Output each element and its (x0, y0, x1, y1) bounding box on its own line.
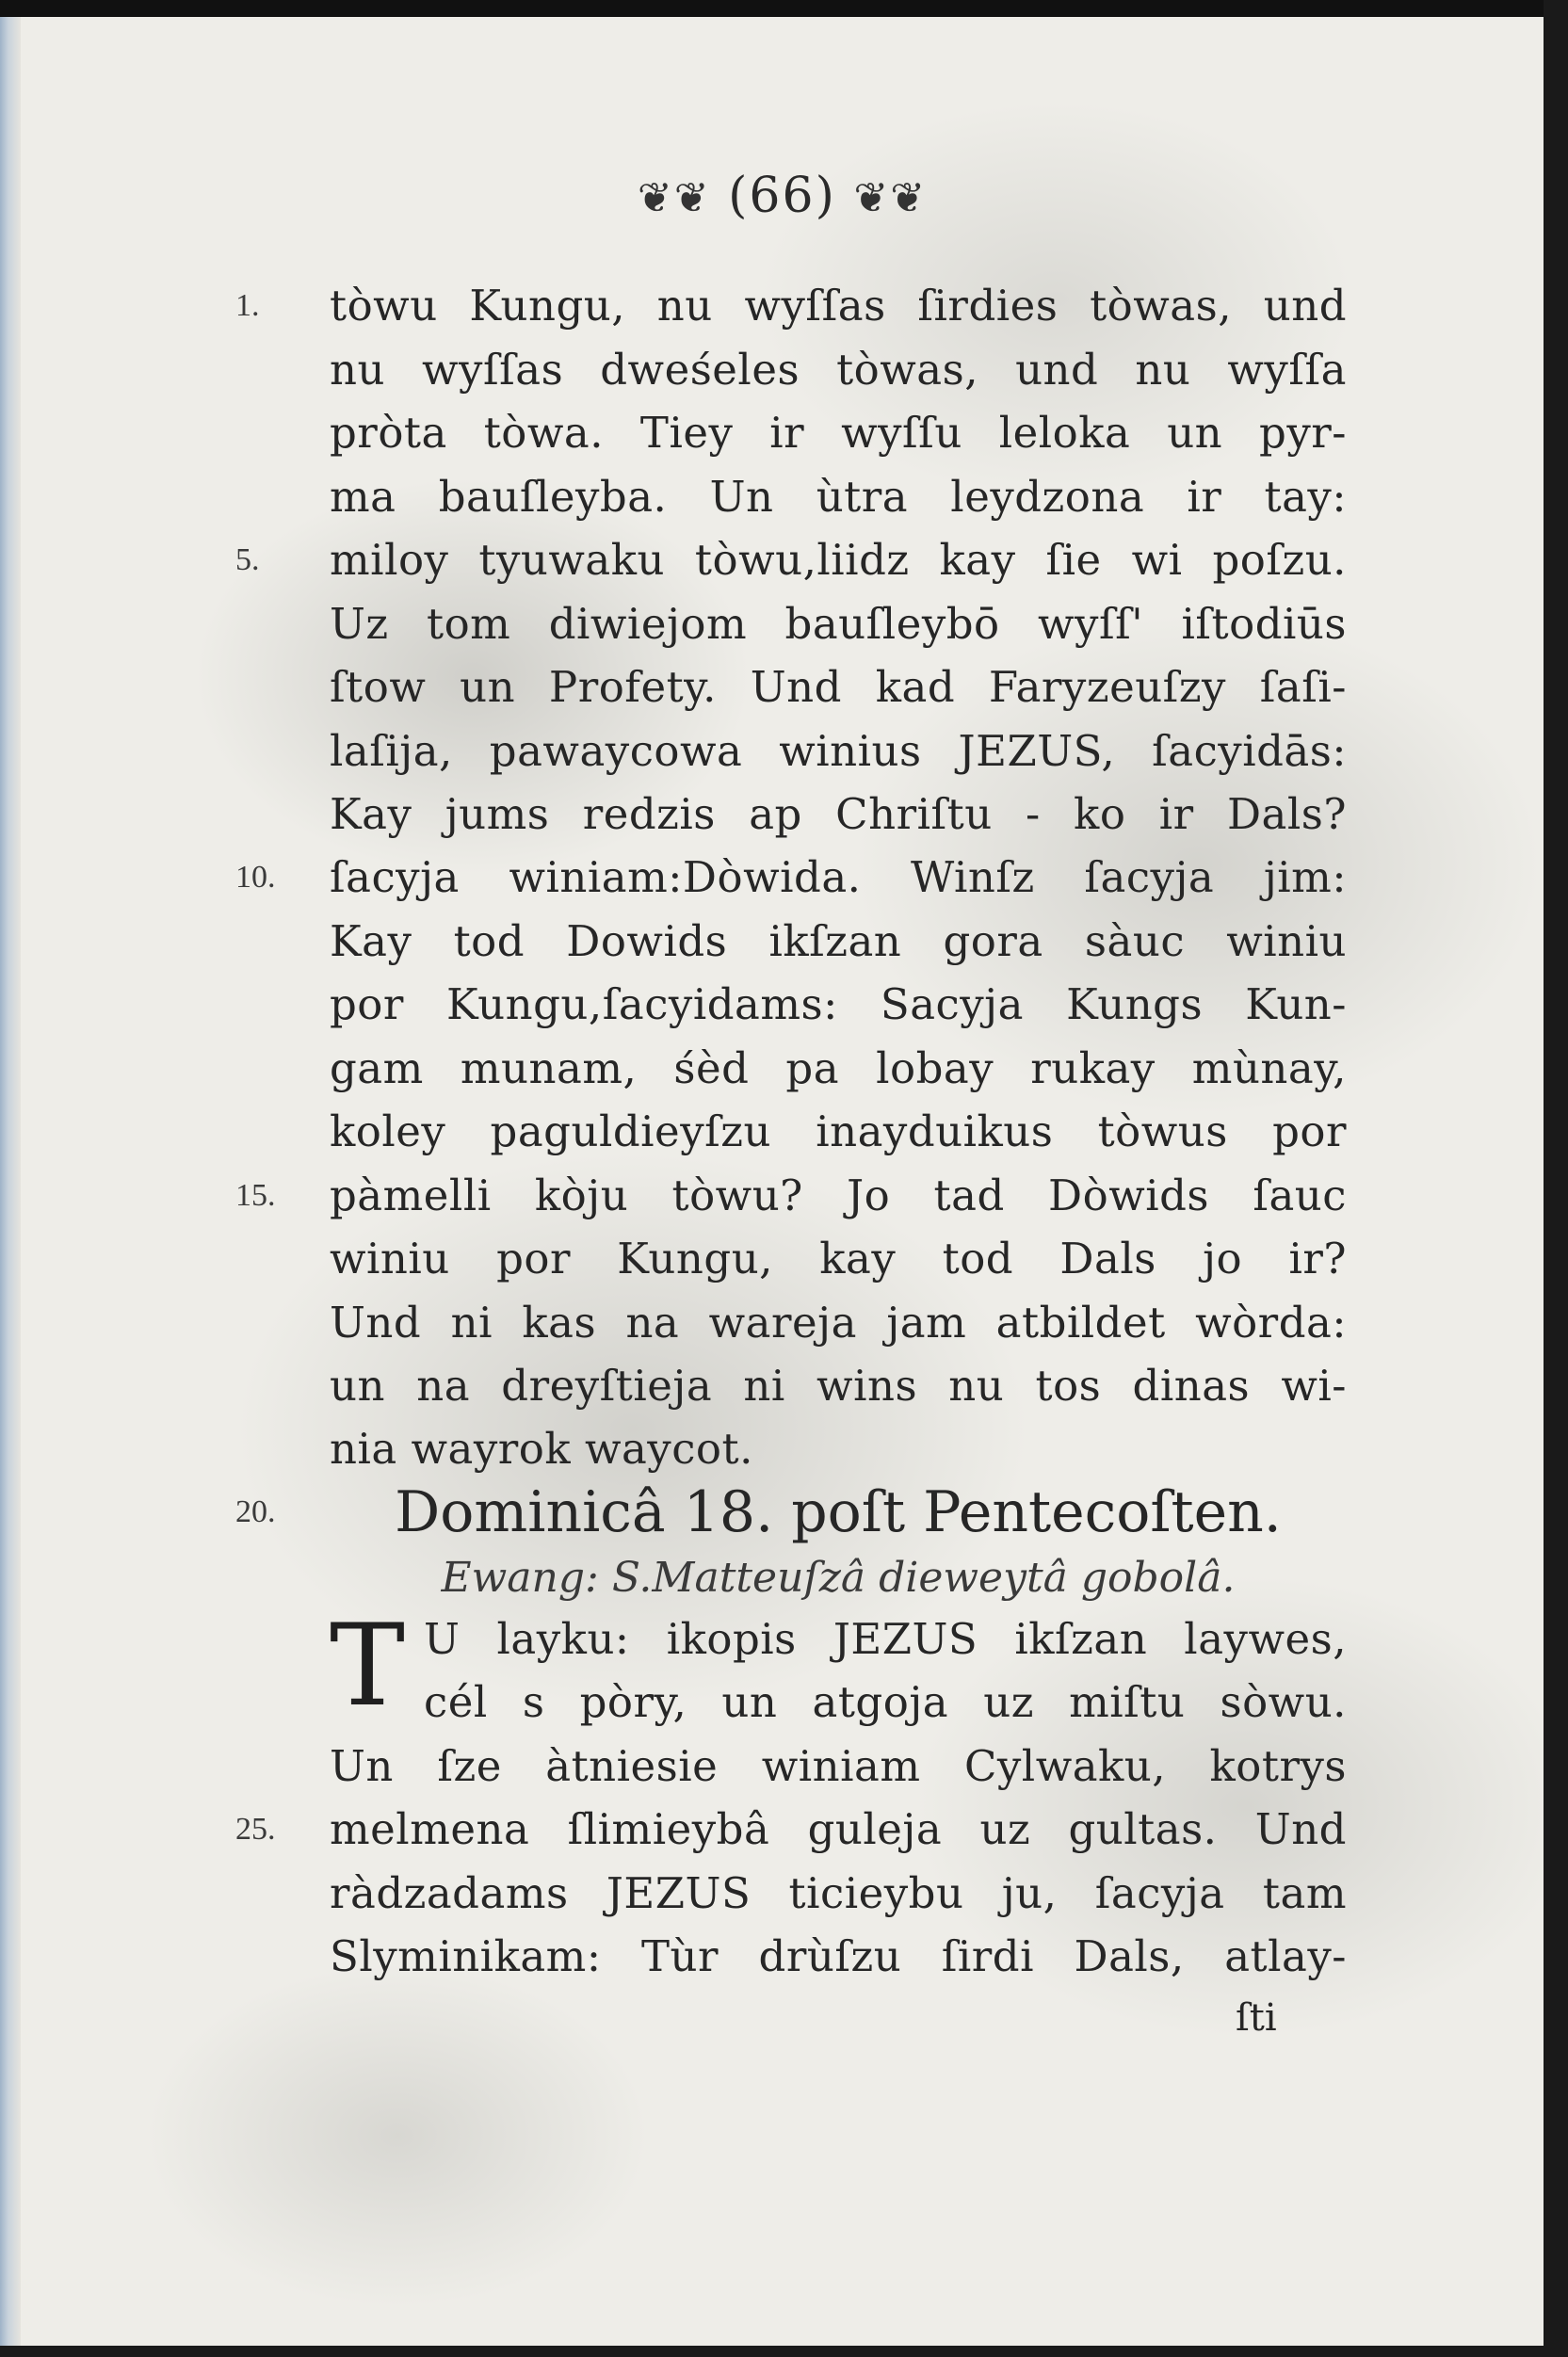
text-line: un na dreyſtieja ni wins nu tos dinas wi- (330, 1361, 1347, 1411)
line-number-20: 20. (235, 1494, 276, 1529)
line-number-15: 15. (235, 1178, 276, 1213)
header-ornament-right-icon: ❦❦ (853, 174, 928, 222)
text-line: tòwu Kungu, nu wyſſas ſirdies tòwas, und (330, 281, 1347, 331)
header-ornament-left-icon: ❦❦ (637, 174, 711, 222)
text-line: pàmelli kòju tòwu? Jo tad Dòwids ſauc (330, 1170, 1347, 1220)
catchword: ſti (1236, 1996, 1277, 2040)
line-number-25: 25. (235, 1812, 276, 1847)
text-line: nu wyſſas dweśeles tòwas, und nu wyſſa (330, 345, 1347, 395)
text-line: ſtow un Profety. Und kad Faryzeuſzy ſaſi- (330, 662, 1347, 712)
text-line: Slyminikam: Tùr drùſzu ſirdi Dals, atlay- (330, 1931, 1347, 1981)
text-line: laſija, pawaycowa winius JEZUS, ſacyidās: (330, 726, 1347, 776)
text-line: Uz tom diwiejom bauſleybō wyſſ' iſtodiūs (330, 599, 1347, 649)
scan-left-edge (0, 0, 21, 2357)
text-line: ràdzadams JEZUS ticieybu ju, ſacyja tam (330, 1868, 1347, 1918)
text-line: winiu por Kungu, kay tod Dals jo ir? (330, 1234, 1347, 1283)
line-number-5: 5. (235, 542, 260, 577)
scan-top-border (0, 0, 1568, 17)
text-line: Und ni kas na wareja jam atbildet wòrda: (330, 1298, 1347, 1348)
text-line: melmena ſlimieybâ guleja uz gultas. Und (330, 1804, 1347, 1854)
text-line: gam munam, śèd pa lobay rukay mùnay, (330, 1043, 1347, 1093)
text-line: koley paguldieyſzu inayduikus tòwus por (330, 1106, 1347, 1156)
text-line: Kay jums redzis ap Chriſtu - ko ir Dals? (330, 789, 1347, 839)
text-line: por Kungu,ſacyidams: Sacyja Kungs Kun- (330, 979, 1347, 1029)
text-line: U layku: ikopis JEZUS ikſzan laywes, (424, 1614, 1347, 1664)
scan-right-border (1544, 0, 1568, 2357)
line-number-1: 1. (235, 288, 260, 323)
line-number-10: 10. (235, 860, 276, 895)
text-line: ma bauſleyba. Un ùtra leydzona ir tay: (330, 472, 1347, 522)
text-line: nia wayrok waycot. (330, 1424, 753, 1474)
section-heading: Dominicâ 18. poſt Pentecoſten. (395, 1479, 1282, 1545)
text-line: ſacyja winiam:Dòwida. Winſz ſacyja jim: (330, 852, 1347, 902)
book-page (21, 17, 1544, 2346)
page-number: (66) (728, 168, 836, 224)
section-subheading: Ewang: S.Matteuſzâ dieweytâ gobolâ. (441, 1554, 1236, 1602)
page-header (21, 168, 1544, 224)
scan-bottom-border (0, 2346, 1568, 2357)
text-line: cél s pòry, un atgoja uz miſtu sòwu. (424, 1677, 1347, 1727)
text-line: Kay tod Dowids ikſzan gora sàuc winiu (330, 916, 1347, 966)
drop-cap: T (330, 1601, 406, 1732)
text-line: Un ſze àtniesie winiam Cylwaku, kotrys (330, 1741, 1347, 1791)
text-line: miloy tyuwaku tòwu,liidz kay ſie wi poſzu. (330, 535, 1347, 585)
text-line: pròta tòwa. Tiey ir wyſſu leloka un pyr- (330, 408, 1347, 458)
